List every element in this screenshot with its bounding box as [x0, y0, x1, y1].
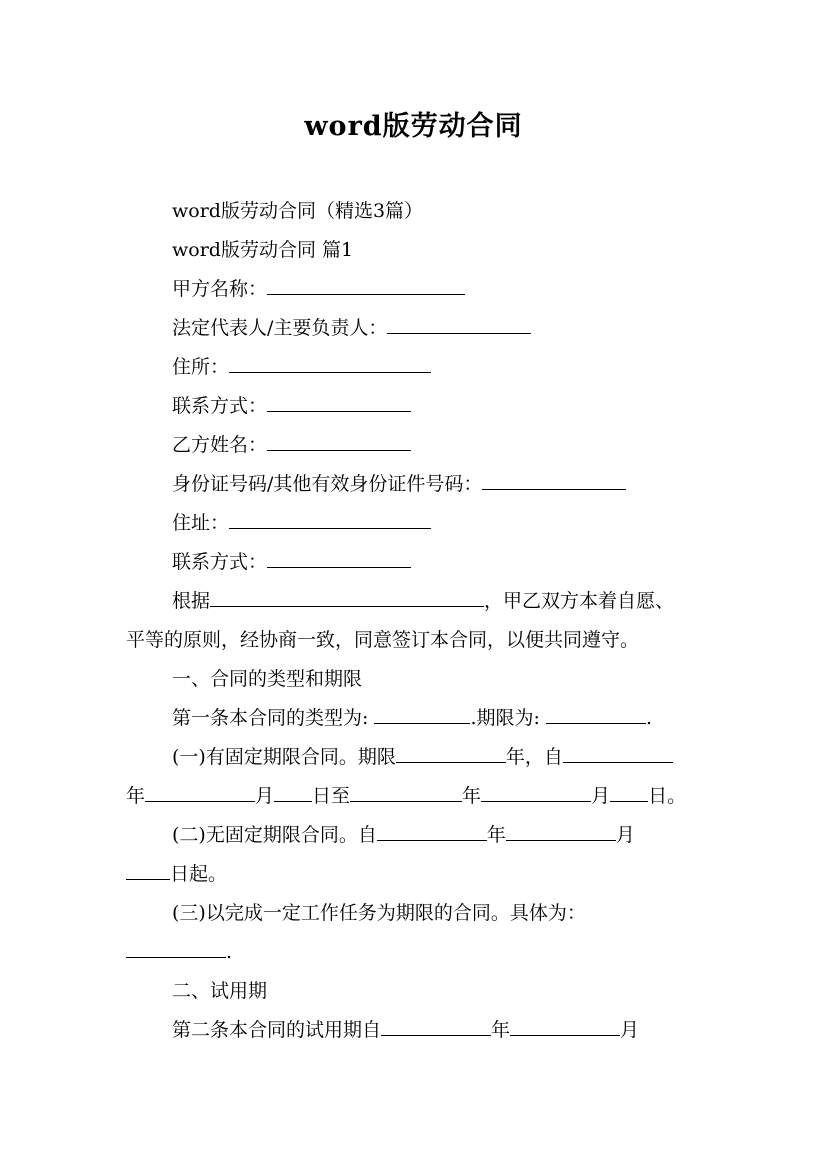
- basis-prefix: 根据: [172, 590, 211, 612]
- fixed-start-month-blank[interactable]: [145, 783, 255, 802]
- fixed-start-year-blank[interactable]: [563, 744, 673, 763]
- fixed-term-row-2: [126, 783, 706, 809]
- fixed-end-month-blank[interactable]: [481, 783, 591, 802]
- address-b-blank[interactable]: [229, 510, 431, 529]
- open-start-day-blank[interactable]: [126, 861, 170, 880]
- task-term-row-2: [126, 939, 706, 965]
- fixed-term-years-blank[interactable]: [396, 744, 506, 763]
- open-term-label: (二)无固定期限合同。自: [172, 824, 377, 846]
- year-label: 年: [491, 1019, 511, 1041]
- contact-a-label: 联系方式：: [172, 395, 268, 417]
- id-number-label: 身份证号码/其他有效身份证件号码：: [172, 473, 483, 495]
- basis-suffix: ，甲乙双方本着自愿、: [484, 590, 675, 612]
- legal-rep-label: 法定代表人/主要负责人：: [172, 317, 388, 339]
- month-label: 月: [620, 1019, 640, 1041]
- fixed-term-from: 年，自: [505, 746, 563, 768]
- year-label: 年: [462, 785, 482, 807]
- party-a-name-blank[interactable]: [267, 276, 465, 295]
- id-number-blank[interactable]: [482, 471, 626, 490]
- fixed-end-year-blank[interactable]: [350, 783, 462, 802]
- document-title: word版劳动合同: [304, 111, 523, 142]
- article1-end: .: [645, 707, 652, 729]
- task-term-blank[interactable]: [126, 939, 226, 958]
- day-end-label: 日。: [648, 785, 687, 807]
- address-b-row: [126, 510, 752, 536]
- legal-rep-row: [126, 315, 752, 341]
- basis-row: [126, 588, 752, 614]
- year-label: 年: [126, 785, 146, 807]
- contact-a-row: [126, 393, 752, 419]
- contract-term-blank[interactable]: [546, 705, 646, 724]
- party-a-name-row: [126, 276, 752, 302]
- contact-b-label: 联系方式：: [172, 551, 268, 573]
- address-a-row: [126, 354, 752, 380]
- contact-a-blank[interactable]: [267, 393, 411, 412]
- day-to-label: 日至: [312, 785, 351, 807]
- contract-type-blank[interactable]: [374, 705, 470, 724]
- party-a-name-label: 甲方名称：: [172, 278, 268, 300]
- legal-rep-blank[interactable]: [387, 315, 531, 334]
- address-a-blank[interactable]: [229, 354, 431, 373]
- id-number-row: [126, 471, 752, 497]
- task-term-period: .: [226, 941, 233, 963]
- month-label: 月: [255, 785, 275, 807]
- article1-row: [126, 705, 752, 731]
- party-b-name-blank[interactable]: [267, 432, 411, 451]
- open-start-month-blank[interactable]: [506, 822, 616, 841]
- probation-start-year-blank[interactable]: [381, 1017, 491, 1036]
- party-b-name-label: 乙方姓名：: [172, 434, 268, 456]
- probation-start-month-blank[interactable]: [510, 1017, 620, 1036]
- month-label: 月: [591, 785, 611, 807]
- open-start-year-blank[interactable]: [377, 822, 487, 841]
- address-a-label: 住所：: [172, 356, 230, 378]
- section2-heading: 二、试用期: [172, 980, 268, 1002]
- open-term-row-2: [126, 861, 706, 887]
- article1-term-label: .期限为:: [470, 707, 540, 729]
- month-label: 月: [615, 824, 635, 846]
- section1-heading: 一、合同的类型和期限: [172, 668, 363, 690]
- fixed-term-row-1: [126, 744, 752, 770]
- fixed-end-day-blank[interactable]: [610, 783, 648, 802]
- task-term-row: (三)以完成一定工作任务为期限的合同。具体为：: [172, 902, 586, 924]
- fixed-start-day-blank[interactable]: [274, 783, 312, 802]
- address-b-label: 住址：: [172, 512, 230, 534]
- fixed-term-label: (一)有固定期限合同。期限: [172, 746, 396, 768]
- contact-b-row: [126, 549, 752, 575]
- open-term-row-1: [126, 822, 752, 848]
- part-heading: word版劳动合同 篇1: [172, 239, 354, 261]
- basis-line-2: 平等的原则，经协商一致，同意签订本合同，以便共同遵守。: [126, 629, 640, 651]
- basis-blank[interactable]: [210, 588, 484, 607]
- subtitle: word版劳动合同（精选3篇）: [172, 200, 424, 222]
- article2-row: [126, 1017, 752, 1043]
- article1-type-label: 第一条本合同的类型为:: [172, 707, 369, 729]
- day-start-label: 日起。: [170, 863, 228, 885]
- article2-label: 第二条本合同的试用期自: [172, 1019, 382, 1041]
- party-b-name-row: [126, 432, 752, 458]
- contact-b-blank[interactable]: [267, 549, 411, 568]
- year-label: 年: [486, 824, 506, 846]
